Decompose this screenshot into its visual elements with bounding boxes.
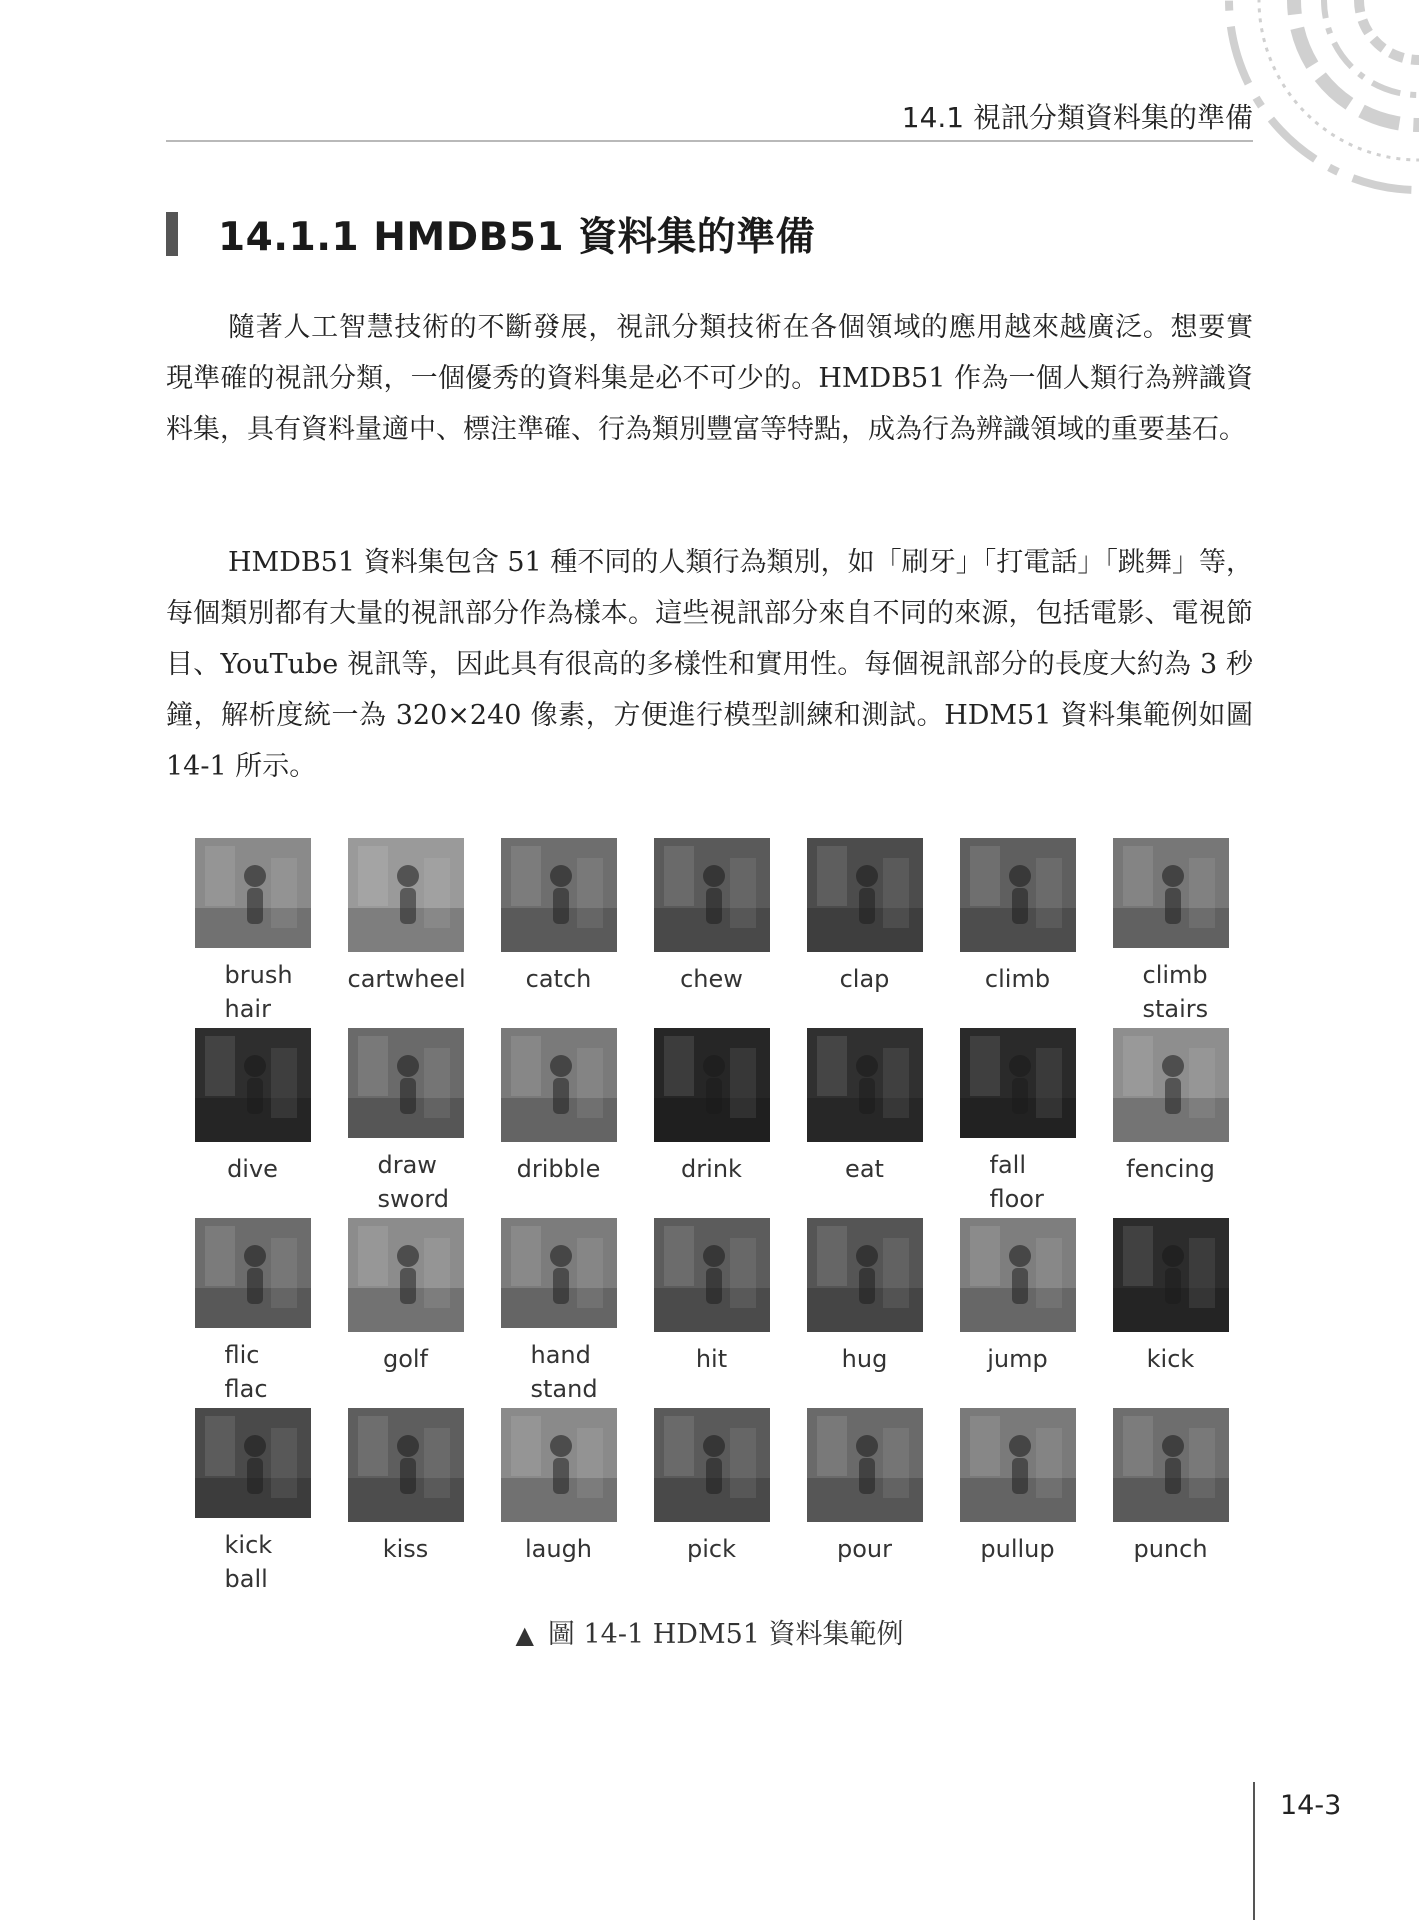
class-label: climb stairs — [1142, 961, 1209, 1023]
class-label: eat — [845, 1155, 884, 1183]
paragraph: 隨著人工智慧技術的不斷發展，視訊分類技術在各個領域的應用越來越廣泛。想要實現準確的視訊分類，一個優秀的資料集是必不可少的。HMDB51 作為一個人類行為辨識資料集，具有資料量適中、標注準確、行為類別豐富等特點，成為行為辨識領域的重要基石。 — [166, 312, 1253, 445]
video-frame-thumbnail — [654, 1218, 770, 1332]
class-label: hand stand — [530, 1341, 598, 1403]
video-frame-thumbnail — [654, 838, 770, 952]
class-label: punch — [1133, 1535, 1208, 1563]
video-frame-thumbnail — [501, 1028, 617, 1142]
class-label: catch — [525, 965, 592, 993]
paragraph: HMDB51 資料集包含 51 種不同的人類行為類別，如「刷牙」「打電話」「跳舞」等，每個類別都有大量的視訊部分作為樣本。這些視訊部分來自不同的來源，包括電影、電視節目、YouTube 視訊等，因此具有很高的多樣性和實用性。每個視訊部分的長度大約為 3 秒鐘，解析度統一為 320×240 像素，方便進行模型訓練和測試。HDM51 資料集範例如圖 14-1 所示。 — [166, 547, 1253, 782]
video-frame-thumbnail — [348, 1028, 464, 1138]
class-label: hug — [841, 1345, 888, 1373]
figure-item — [176, 1408, 329, 1596]
header-rule — [166, 140, 1253, 142]
figure-item — [482, 1218, 635, 1406]
class-label: dribble — [516, 1155, 601, 1183]
video-frame-thumbnail — [195, 1028, 311, 1142]
class-label: kick ball — [224, 1531, 273, 1593]
class-label: draw sword — [377, 1151, 449, 1213]
figure-caption — [0, 1612, 1419, 1651]
caption-text: 圖 14-1 HDM51 資料集範例 — [547, 1619, 904, 1650]
page-number-rule — [1253, 1782, 1255, 1920]
figure-item — [1094, 1028, 1247, 1216]
class-label: chew — [680, 965, 743, 993]
figure-item — [635, 1028, 788, 1216]
figure-item — [635, 1408, 788, 1596]
video-frame-thumbnail — [348, 1218, 464, 1332]
figure-item — [941, 1218, 1094, 1406]
video-frame-thumbnail — [807, 1408, 923, 1522]
page-number: 14-3 — [1280, 1790, 1342, 1821]
video-frame-thumbnail — [501, 1408, 617, 1522]
figure-item — [329, 1218, 482, 1406]
figure-item — [788, 838, 941, 1026]
figure-item — [1094, 838, 1247, 1026]
video-frame-thumbnail — [960, 1218, 1076, 1332]
video-frame-thumbnail — [501, 838, 617, 952]
video-frame-thumbnail — [348, 1408, 464, 1522]
figure-item — [176, 1028, 329, 1216]
figure-item — [329, 1028, 482, 1216]
figure-item — [788, 1028, 941, 1216]
class-label: flic flac — [224, 1341, 268, 1403]
running-head: 14.1 視訊分類資料集的準備 — [901, 101, 1253, 134]
figure-item — [1094, 1408, 1247, 1596]
class-label: cartwheel — [347, 965, 466, 993]
class-label: brush hair — [224, 961, 293, 1023]
section-heading — [166, 206, 815, 262]
video-frame-thumbnail — [195, 1408, 311, 1518]
class-label: pick — [687, 1535, 736, 1563]
video-frame-thumbnail — [1113, 1218, 1229, 1332]
class-label: clap — [839, 965, 890, 993]
figure-item — [482, 838, 635, 1026]
class-label: drink — [681, 1155, 742, 1183]
class-label: climb — [984, 965, 1051, 993]
class-label: fall floor — [989, 1151, 1044, 1213]
figure-item — [941, 1408, 1094, 1596]
video-frame-thumbnail — [807, 838, 923, 952]
class-label: fencing — [1126, 1155, 1215, 1183]
class-label: hit — [695, 1345, 728, 1373]
class-label: golf — [382, 1345, 429, 1373]
video-frame-thumbnail — [1113, 1408, 1229, 1522]
class-label: jump — [987, 1345, 1048, 1373]
figure-item — [176, 838, 329, 1026]
class-label: dive — [227, 1155, 278, 1183]
figure-item — [329, 1408, 482, 1596]
caption-marker: ▲ — [515, 1621, 534, 1649]
figure-item — [482, 1408, 635, 1596]
video-frame-thumbnail — [195, 838, 311, 948]
section-marker — [166, 212, 178, 256]
figure-item — [788, 1218, 941, 1406]
video-frame-thumbnail — [960, 838, 1076, 952]
video-frame-thumbnail — [1113, 838, 1229, 948]
figure-item — [329, 838, 482, 1026]
video-frame-thumbnail — [654, 1028, 770, 1142]
section-title: 14.1.1 HMDB51 資料集的準備 — [218, 215, 816, 260]
figure-item — [1094, 1218, 1247, 1406]
figure-item — [482, 1028, 635, 1216]
figure-item — [176, 1218, 329, 1406]
video-frame-thumbnail — [348, 838, 464, 952]
video-frame-thumbnail — [807, 1218, 923, 1332]
figure-item — [635, 838, 788, 1026]
video-frame-thumbnail — [807, 1028, 923, 1142]
video-frame-thumbnail — [960, 1028, 1076, 1138]
video-frame-thumbnail — [654, 1408, 770, 1522]
figure-item — [941, 838, 1094, 1026]
class-label: pour — [837, 1535, 892, 1563]
video-frame-thumbnail — [195, 1218, 311, 1328]
class-label: pullup — [980, 1535, 1055, 1563]
video-frame-thumbnail — [960, 1408, 1076, 1522]
class-label: kiss — [382, 1535, 429, 1563]
video-frame-thumbnail — [1113, 1028, 1229, 1142]
class-label: laugh — [524, 1535, 593, 1563]
video-frame-thumbnail — [501, 1218, 617, 1328]
figure-grid — [176, 838, 1247, 1596]
figure-item — [788, 1408, 941, 1596]
figure-item — [635, 1218, 788, 1406]
class-label: kick — [1146, 1345, 1195, 1373]
figure-item — [941, 1028, 1094, 1216]
